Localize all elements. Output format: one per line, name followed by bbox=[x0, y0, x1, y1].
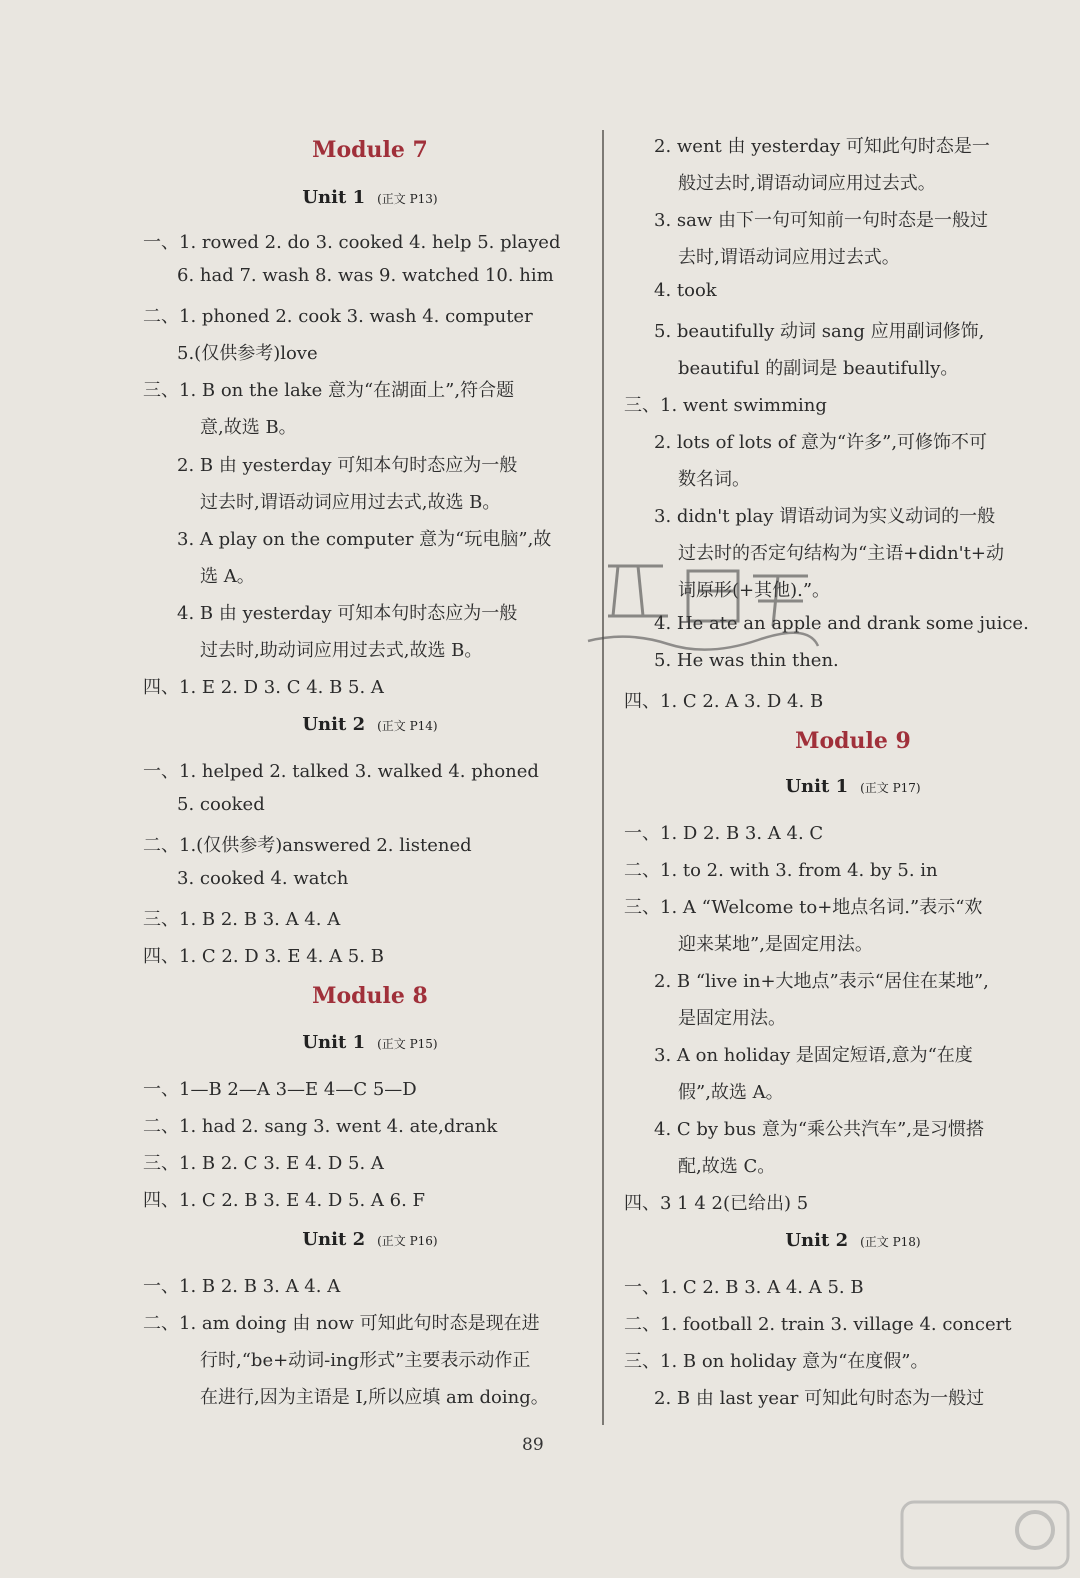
answer-line: 行时,“be+动词-ing形式”主要表示动作正 bbox=[200, 1350, 531, 1371]
answer-line: 一、1. helped 2. talked 3. walked 4. phoned bbox=[143, 761, 539, 782]
answer-line: 三、1. went swimming bbox=[624, 395, 827, 416]
unit-title: Unit 1 bbox=[785, 776, 849, 797]
answer-line: 迎来某地”,是固定用法。 bbox=[678, 934, 873, 955]
textbook-page-ref: (正文 P16) bbox=[377, 1234, 438, 1248]
unit-title: Unit 1 bbox=[302, 187, 366, 208]
module-heading: Module 8 bbox=[312, 983, 428, 1009]
answer-line: 6. had 7. wash 8. was 9. watched 10. him bbox=[177, 265, 554, 286]
textbook-page-ref: (正文 P18) bbox=[860, 1235, 921, 1249]
unit-title: Unit 2 bbox=[302, 1229, 366, 1250]
answer-line: 2. B 由 yesterday 可知本句时态应为一般 bbox=[177, 455, 518, 476]
answer-line: 一、1—B 2—A 3—E 4—C 5—D bbox=[143, 1079, 417, 1100]
answer-line: 四、1. C 2. B 3. E 4. D 5. A 6. F bbox=[143, 1190, 426, 1211]
answer-line: 四、3 1 4 2(已给出) 5 bbox=[624, 1193, 809, 1214]
answer-line: 三、1. B 2. B 3. A 4. A bbox=[143, 909, 341, 930]
answer-line: 4. C by bus 意为“乘公共汽车”,是习惯搭 bbox=[654, 1119, 985, 1140]
answer-line: 二、1. phoned 2. cook 3. wash 4. computer bbox=[143, 306, 533, 327]
unit-heading bbox=[150, 714, 590, 735]
answer-line: 三、1. A “Welcome to+地点名词.”表示“欢 bbox=[624, 897, 983, 918]
handwritten-watermark bbox=[568, 536, 831, 666]
textbook-page-ref: (正文 P17) bbox=[860, 781, 921, 795]
answer-line: 配,故选 C。 bbox=[678, 1156, 776, 1177]
answer-line: 二、1. had 2. sang 3. went 4. ate,drank bbox=[143, 1116, 498, 1137]
answer-line: 4. took bbox=[654, 280, 717, 301]
textbook-page-ref: (正文 P15) bbox=[377, 1037, 438, 1051]
answer-line: 二、1. football 2. train 3. village 4. concert bbox=[624, 1314, 1012, 1335]
unit-heading bbox=[150, 1229, 590, 1250]
answer-line: 二、1.(仅供参考)answered 2. listened bbox=[143, 835, 472, 856]
unit-heading bbox=[150, 1032, 590, 1053]
answer-line: 二、1. to 2. with 3. from 4. by 5. in bbox=[624, 860, 938, 881]
answer-line: 是固定用法。 bbox=[678, 1008, 786, 1029]
unit-title: Unit 2 bbox=[785, 1230, 849, 1251]
answer-line: 5.(仅供参考)love bbox=[177, 343, 318, 364]
answer-line: 4. B 由 yesterday 可知本句时态应为一般 bbox=[177, 603, 518, 624]
module-heading: Module 7 bbox=[312, 137, 428, 163]
answer-line: 3. A play on the computer 意为“玩电脑”,故 bbox=[177, 529, 552, 550]
answer-line: 三、1. B on holiday 意为“在度假”。 bbox=[624, 1351, 929, 1372]
answer-line: 过去时,助动词应用过去式,故选 B。 bbox=[200, 640, 483, 661]
answer-line: 3. didn't play 谓语动词为实义动词的一般 bbox=[654, 506, 996, 527]
answer-line: 二、1. am doing 由 now 可知此句时态是现在进 bbox=[143, 1313, 540, 1334]
answer-line: 4. He ate an apple and drank some juice. bbox=[654, 613, 1029, 634]
answer-line: 四、1. E 2. D 3. C 4. B 5. A bbox=[143, 677, 384, 698]
answer-line: 3. A on holiday 是固定短语,意为“在度 bbox=[654, 1045, 973, 1066]
answer-line: 一、1. C 2. B 3. A 4. A 5. B bbox=[624, 1277, 864, 1298]
answer-line: 3. cooked 4. watch bbox=[177, 868, 349, 889]
answer-line: 四、1. C 2. A 3. D 4. B bbox=[624, 691, 824, 712]
textbook-page-ref: (正文 P13) bbox=[377, 192, 438, 206]
answer-line: 般过去时,谓语动词应用过去式。 bbox=[678, 173, 936, 194]
answer-line: 四、1. C 2. D 3. E 4. A 5. B bbox=[143, 946, 384, 967]
unit-title: Unit 2 bbox=[302, 714, 366, 735]
column-divider bbox=[602, 130, 604, 1425]
unit-heading bbox=[628, 1230, 1078, 1251]
answer-line: 一、1. D 2. B 3. A 4. C bbox=[624, 823, 824, 844]
answer-line: 2. went 由 yesterday 可知此句时态是一 bbox=[654, 136, 990, 157]
answer-line: 一、1. rowed 2. do 3. cooked 4. help 5. played bbox=[143, 232, 561, 253]
answer-line: beautiful 的副词是 beautifully。 bbox=[678, 358, 959, 379]
corner-logo bbox=[900, 1500, 1070, 1570]
answer-line: 三、1. B on the lake 意为“在湖面上”,符合题 bbox=[143, 380, 515, 401]
answer-line: 意,故选 B。 bbox=[200, 417, 297, 438]
answer-line: 数名词。 bbox=[678, 469, 750, 490]
answer-line: 词原形(+其他).”。 bbox=[678, 580, 831, 601]
answer-line: 过去时的否定句结构为“主语+didn't+动 bbox=[678, 543, 1004, 564]
answer-line: 2. B 由 last year 可知此句时态为一般过 bbox=[654, 1388, 985, 1409]
answer-line: 2. lots of lots of 意为“许多”,可修饰不可 bbox=[654, 432, 988, 453]
module-heading: Module 9 bbox=[795, 728, 911, 754]
answer-line: 一、1. B 2. B 3. A 4. A bbox=[143, 1276, 341, 1297]
unit-title: Unit 1 bbox=[302, 1032, 366, 1053]
answer-line: 选 A。 bbox=[200, 566, 255, 587]
answer-line: 3. saw 由下一句可知前一句时态是一般过 bbox=[654, 210, 988, 231]
answer-line: 5. cooked bbox=[177, 794, 265, 815]
unit-heading bbox=[628, 776, 1078, 797]
page-number: 89 bbox=[522, 1435, 544, 1455]
textbook-page-ref: (正文 P14) bbox=[377, 719, 438, 733]
answer-line: 过去时,谓语动词应用过去式,故选 B。 bbox=[200, 492, 501, 513]
answer-line: 去时,谓语动词应用过去式。 bbox=[678, 247, 900, 268]
answer-line: 三、1. B 2. C 3. E 4. D 5. A bbox=[143, 1153, 384, 1174]
answer-line: 2. B “live in+大地点”表示“居住在某地”, bbox=[654, 971, 989, 992]
answer-line: 在进行,因为主语是 I,所以应填 am doing。 bbox=[200, 1387, 549, 1408]
answer-line: 假”,故选 A。 bbox=[678, 1082, 784, 1103]
answer-line: 5. He was thin then. bbox=[654, 650, 839, 671]
answer-line: 5. beautifully 动词 sang 应用副词修饰, bbox=[654, 321, 985, 342]
unit-heading bbox=[150, 187, 590, 208]
